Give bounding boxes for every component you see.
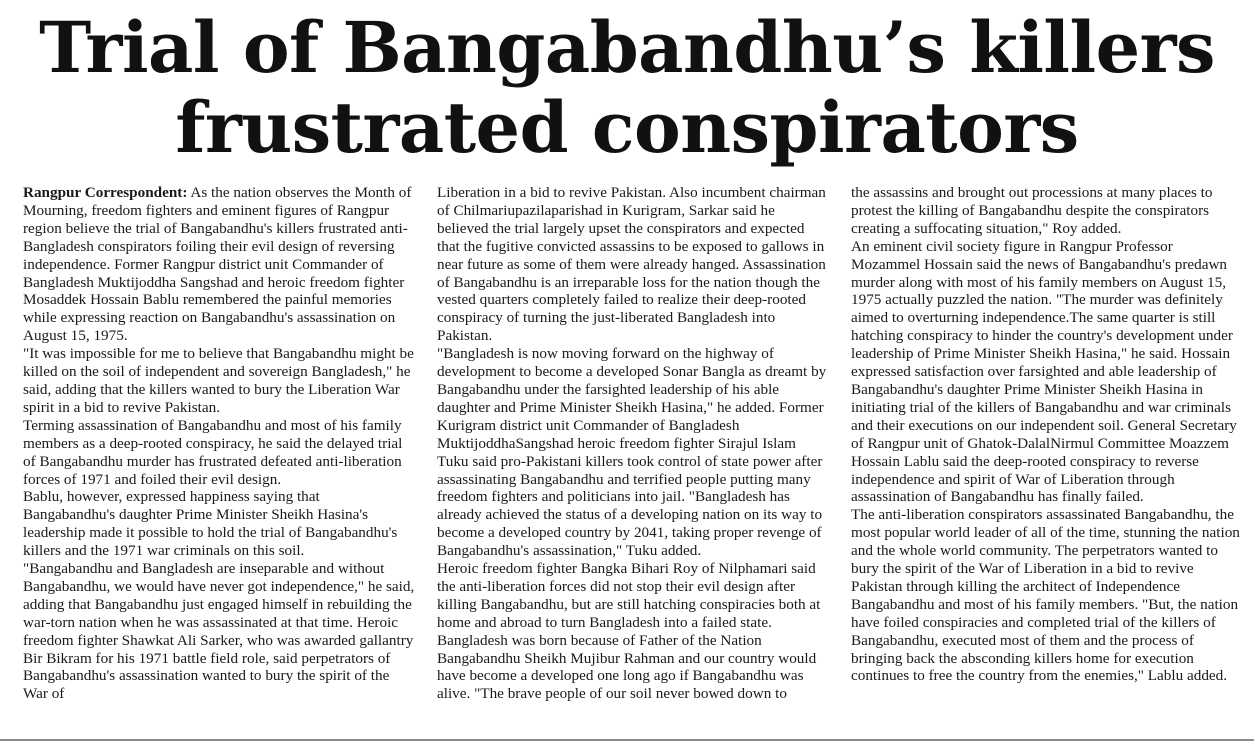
- article-body: [23, 184, 1245, 729]
- paragraph: "Bangladesh is now moving forward on the highway of development to become a developed Sonar Bangla as dreamt by Bangabandhu under the farsighted leadership of his able daughter and Prime Minister Sheikh Hasina," he added. Former Kurigram district unit Commander of Bangladesh MuktijoddhaSangshad heroic freedom fighter Sirajul Islam Tuku said pro-Pakistani killers took control of state power after assassinating Bangabandhu and terrified people putting many freedom fighters and politicians into jail. "Bangladesh has already achieved the status of a developing nation on its way to become a developed country by 2041, taking proper revenge of Bangabandhu's assassination," Tuku added.: [437, 345, 827, 560]
- paragraph: Liberation in a bid to revive Pakistan. Also incumbent chairman of Chilmariupazilaparishad in Kurigram, Sarkar said he believed the trial largely upset the conspirators and expected that the fugitive convicted assassins to be exposed to gallows in near future as some of them were already hanged. Assassination of Bangabandhu is an irreparable loss for the nation though the vested quarters completely failed to realize their deep-rooted conspiracy of turning the just-liberated Bangladesh into Pakistan.: [437, 184, 826, 345]
- paragraph: [23, 184, 415, 345]
- headline-line-1: Trial of Bangabandhu’s killers: [39, 6, 1215, 89]
- paragraph: Terming assassination of Bangabandhu and most of his family members as a deep-rooted conspiracy, he said the delayed trial of Bangabandhu murder has frustrated defeated anti-liberation forces of 1971 and foiled their evil design.: [23, 416, 403, 488]
- paragraph: The anti-liberation conspirators assassinated Bangabandhu, the most popular world leader of all of the time, stunning the nation and the whole world community. The perpetrators wanted to bury the spirit of the War of Liberation in a bid to revive Pakistan through killing the architect of Independence Bangabandhu and most of his family members. "But, the nation have foiled conspiracies and completed trial of the killers of Bangabandhu, executed most of them and the process of bringing back the absconding killers home for execution continues to free the country from the enemies," Lablu added.: [851, 506, 1240, 685]
- paragraph-text: As the nation observes the Month of Mourning, freedom fighters and eminent figures of Rangpur region believe the trial of Bangabandhu's killers frustrated anti-Bangladesh conspirators foiling their evil design of reversing independence. Former Rangpur district unit Commander of Bangladesh Muktijoddha Sangshad and heroic freedom fighter Mosaddek Hossain Bablu remembered the painful memories while expressing reaction on Bangabandhu's assassination on August 15, 1975.: [23, 184, 412, 345]
- paragraph: Bablu, however, expressed happiness saying that Bangabandhu's daughter Prime Minister Sheikh Hasina's leadership made it possible to hold the trial of Bangabandhu's killers and the 1971 war criminals on this soil.: [23, 488, 398, 560]
- byline: Rangpur Correspondent:: [23, 184, 188, 201]
- headline: [0, 8, 1254, 168]
- paragraph: "Bangabandhu and Bangladesh are inseparable and without Bangabandhu, we would have never got independence," he said, adding that Bangabandhu just engaged himself in rebuilding the war-torn nation when he was assassinated at that time. Heroic freedom fighter Shawkat Ali Sarker, who was awarded gallantry Bir Bikram for his 1971 battle field role, said perpetrators of Bangabandhu's assassination wanted to bury the spirit of the War of: [23, 560, 415, 703]
- paragraph: Heroic freedom fighter Bangka Bihari Roy of Nilphamari said the anti-liberation forces did not stop their evil design after killing Bangabandhu, but are still hatching conspiracies both at home and abroad to turn Bangladesh into a failed state. Bangladesh was born because of Father of the Nation Bangabandhu Sheikh Mujibur Rahman and our country would have become a developed one long ago if Bangabandhu was alive. "The brave people of our soil never bowed down to: [437, 560, 821, 703]
- column-3: [851, 184, 1243, 685]
- column-1: [23, 184, 415, 703]
- paragraph: An eminent civil society figure in Rangpur Professor Mozammel Hossain said the news of Bangabandhu's predawn murder along with most of his family members on August 15, 1975 actually puzzled the nation. "The murder was definitely aimed to overturning independence.The same quarter is still hatching conspiracy to hinder the country's development under leadership of Prime Minister Sheikh Hasina," he said. Hossain expressed satisfaction over farsighted and able leadership of Bangabandhu's daughter Prime Minister Sheikh Hasina in initiating trial of the killers of Bangabandhu and war criminals and their executions on our independent soil. General Secretary of Rangpur unit of Ghatok-DalalNirmul Committee Moazzem Hossain Lablu said the deep-rooted conspiracy to reverse independence and spirit of War of Liberation through assassination of Bangabandhu has finally failed.: [851, 237, 1237, 506]
- column-2: [437, 184, 829, 703]
- paragraph: the assassins and brought out processions at many places to protest the killing of Bangabandhu despite the conspirators creating a suffocating situation," Roy added.: [851, 184, 1213, 237]
- paragraph: "It was impossible for me to believe that Bangabandhu might be killed on the soil of independent and sovereign Bangladesh," he said, adding that the killers wanted to bury the Liberation War spirit in a bid to revive Pakistan.: [23, 345, 414, 416]
- bottom-rule: [0, 739, 1254, 741]
- headline-line-2: frustrated conspirators: [175, 86, 1079, 169]
